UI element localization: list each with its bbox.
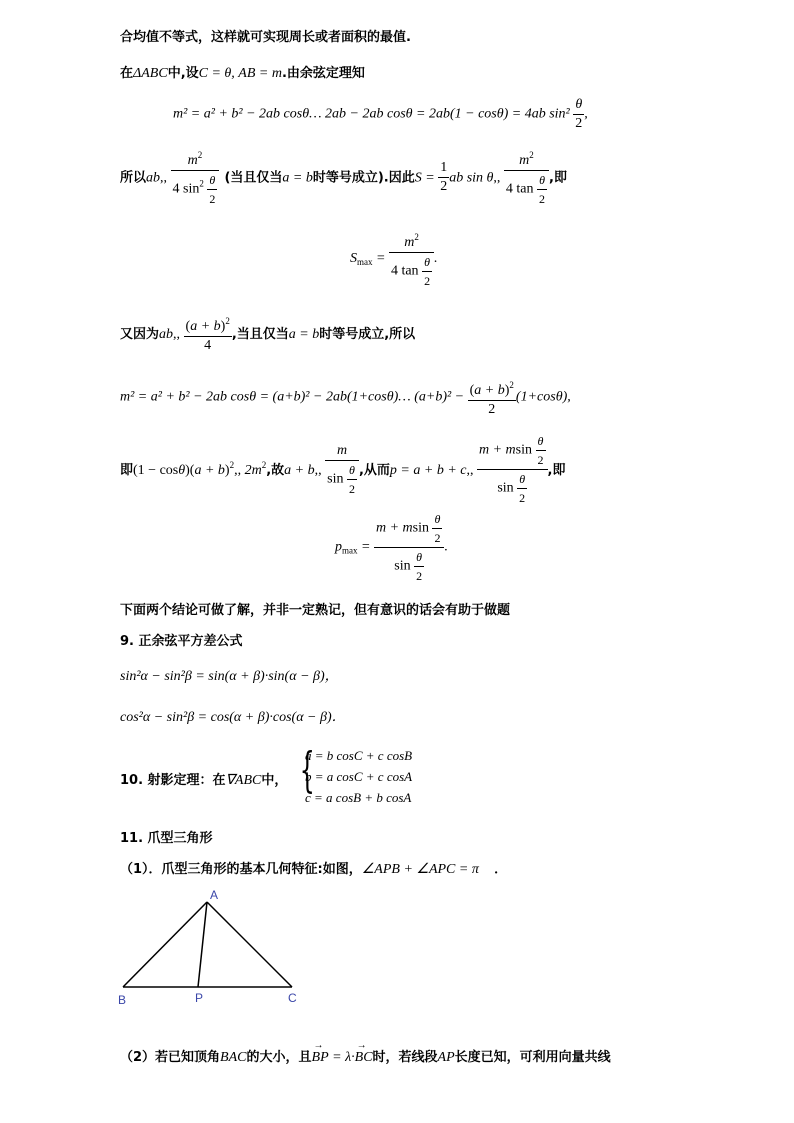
subscript: max [357, 257, 373, 268]
text: 的大小，且 [246, 1050, 312, 1065]
text: ,故 [266, 463, 285, 478]
math: C = θ, AB = m [198, 66, 282, 81]
equation-body: m² = a² + b² − 2ab cosθ = (a+b)² − 2ab(1+cosθ)… (a+b)² − [120, 389, 465, 405]
formula-9b: cos²α − sin²β = cos(α + β)·cos(α − β)． [120, 710, 346, 725]
fraction: $m^2$ 4 $\sin^2$ $\frac{\theta}{2}$ [171, 146, 220, 208]
text-line-4: 所以ab,, $m^2$ 4 $\sin^2$ $\frac{\theta}{2}$ (当且仅当a = b时等号成立).因此S = $\frac{1}{2}$ ab sin θ,, $m^2$ 4 tan $\frac{\theta}{2}$ ,即 [120, 146, 567, 208]
math: ΔABC [133, 66, 168, 81]
pmax-label: p [335, 539, 342, 555]
heading-11: 11. 爪型三角形 [120, 831, 213, 846]
fraction: $m^2$ 4 tan $\frac{\theta}{2}$ [504, 146, 549, 208]
math: ∇ABC [225, 773, 262, 788]
text: 即 [120, 463, 134, 478]
system-line: c = a cosB + b cosA [305, 790, 412, 805]
text: （2）若已知顶角 [120, 1050, 221, 1065]
text: ,即 [547, 463, 566, 478]
vector-equation: BP → = λ·BC → [311, 1040, 373, 1065]
text-line-1: 合均值不等式，这样就可实现周长或者面积的最值. [120, 30, 411, 45]
subscript: max [342, 545, 358, 556]
equation-smax: $S_{max}$ = $m^2$ 4 tan $\frac{\theta}{2}$ . [350, 228, 438, 290]
text-line-2 [120, 62, 365, 82]
brace: { [299, 742, 315, 798]
math: BAC [220, 1050, 247, 1065]
math: ∠APB + ∠APC = π [361, 862, 479, 877]
text: 时等号成立,所以 [319, 327, 416, 342]
label-c: C [288, 991, 297, 1005]
text-line-8: 即$(1 - \cos\theta)(a + b)^2$,, $2m^2$,故a + b,, m sin $\frac{\theta}{2}$ ,从而p = a + b + c,, m + msin $\frac{\theta}{2}$ sin $\frac{\theta}{2}$ ,即 [120, 434, 566, 505]
heading-10 [120, 769, 287, 789]
system-line: b = a cosC + c cosA [305, 769, 413, 784]
text: 在 [120, 66, 134, 81]
text-line-6: 又因为ab,, $\frac{(a + b)^2}{4}$ ,当且仅当a = b时等号成立,所以 [120, 312, 415, 355]
subsection-2 [120, 1040, 611, 1066]
text: 中， [261, 773, 288, 788]
label-b: B [118, 993, 127, 1007]
text: 又因为 [120, 327, 160, 342]
text: ,从而 [358, 463, 390, 478]
equation-pmax: $p_{max}$ = m + msin $\frac{\theta}{2}$ sin $\frac{\theta}{2}$ . [335, 512, 448, 583]
label-a: A [210, 888, 219, 902]
text: 长度已知，可利用向量共线 [454, 1050, 611, 1065]
text-line-10: 下面两个结论可做了解，并非一定熟记，但有意识的话会有助于做题 [120, 603, 511, 618]
text: 中,设 [167, 66, 199, 81]
text: 所以 [120, 170, 147, 186]
text: ,即 [549, 170, 567, 186]
label-p: P [195, 991, 204, 1005]
text: .由余弦定理知 [281, 66, 365, 81]
text: ． [494, 862, 508, 877]
side-ab [123, 902, 207, 987]
equation-tail: (1+cosθ), [515, 389, 571, 405]
subsection-1 [120, 858, 507, 878]
projection-system [305, 745, 412, 808]
equation-2: m² = a² + b² − 2ab cosθ = (a+b)² − 2ab(1+cosθ)… (a+b)² − $\frac{(a + b)^2}{2}$ (1+cosθ), [120, 376, 571, 419]
text: 10. 射影定理：在 [120, 773, 226, 788]
side-ac [207, 902, 292, 987]
text: (当且仅当 [224, 170, 283, 186]
text: ,当且仅当 [231, 327, 289, 342]
formula-9a: sin²α − sin²β = sin(α + β)·sin(α − β)， [120, 669, 339, 684]
text: （1）．爪型三角形的基本几何特征:如图， [120, 862, 362, 877]
fraction: $\frac{\theta}{2}$ [575, 97, 583, 131]
segment-ap [198, 902, 207, 987]
claw-triangle-figure [110, 888, 310, 1010]
equation-1: m² = a² + b² − 2ab cosθ… 2ab − 2ab cosθ = 2ab(1 − cosθ) = 4ab sin² $\frac{\theta}{2}$ , [173, 97, 588, 131]
smax-label: S [350, 251, 357, 267]
text: 时，若线段 [372, 1050, 438, 1065]
heading-9: 9. 正余弦平方差公式 [120, 634, 243, 649]
math: AP [437, 1050, 455, 1065]
text: 时等号成立).因此 [312, 170, 415, 186]
equation-body: m² = a² + b² − 2ab cosθ… 2ab − 2ab cosθ = 2ab(1 − cosθ) = 4ab sin² [173, 106, 570, 122]
system-line: a = b cosC + c cosB [305, 748, 413, 763]
